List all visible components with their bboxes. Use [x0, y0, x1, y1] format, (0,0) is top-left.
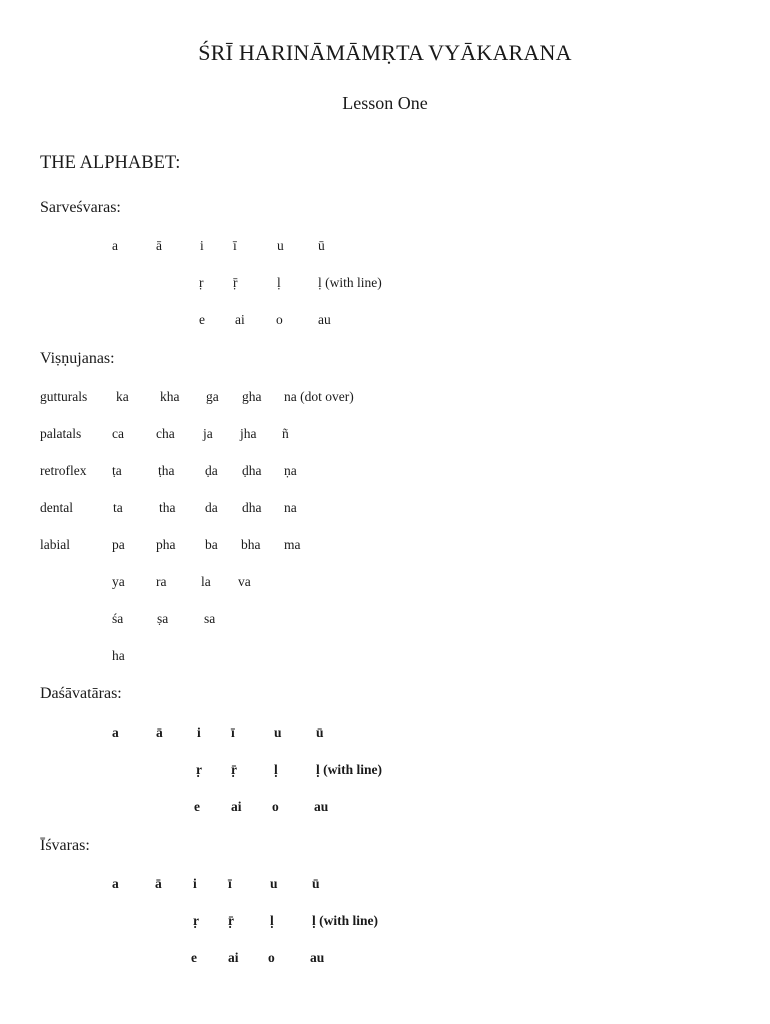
consonant-letter: bha [241, 537, 261, 552]
sarvesvaras-letter: i [200, 238, 204, 253]
consonant-letter: ra [156, 574, 167, 589]
consonant-letter: ñ [282, 426, 289, 441]
consonant-letter: ḍa [205, 463, 218, 478]
consonant-letter: śa [112, 611, 124, 626]
consonant-letter: cha [156, 426, 175, 441]
isvaras-letter: au [310, 950, 325, 965]
consonant-letter: na [284, 500, 297, 515]
dasavataras-letter: ḷ (with line) [316, 762, 382, 777]
sarvesvaras-heading: Sarveśvaras: [40, 199, 121, 216]
isvaras-letter: ā [155, 876, 162, 891]
consonant-group-label: palatals [40, 426, 82, 441]
isvaras-letter: ṛ [193, 913, 199, 928]
consonant-letter: pha [156, 537, 176, 552]
sarvesvaras-letter: o [276, 312, 283, 327]
section-title: THE ALPHABET: [40, 153, 181, 173]
consonant-letter: ṭa [112, 463, 122, 478]
sarvesvaras-letter: ai [235, 312, 245, 327]
isvaras-letter: e [191, 950, 197, 965]
consonant-letter: na (dot over) [284, 389, 354, 404]
consonant-letter: kha [160, 389, 180, 404]
consonant-letter: ha [112, 648, 125, 663]
consonant-letter: sa [204, 611, 216, 626]
sarvesvaras-letter: ā [156, 238, 162, 253]
sarvesvaras-letter: ī [233, 238, 237, 253]
dasavataras-letter: ī [231, 725, 235, 740]
consonant-letter: ga [206, 389, 219, 404]
consonant-group-label: dental [40, 500, 73, 515]
dasavataras-letter: e [194, 799, 200, 814]
dasavataras-letter: o [272, 799, 279, 814]
page-title: ŚRĪ HARINĀMĀMṚTA VYĀKARANA [198, 40, 572, 65]
consonant-letter: da [205, 500, 218, 515]
dasavataras-letter: u [274, 725, 282, 740]
isvaras-letter: ū [312, 876, 320, 891]
isvaras-letter: ī [228, 876, 232, 891]
consonant-letter: tha [159, 500, 176, 515]
dasavataras-letter: ā [156, 725, 163, 740]
isvaras-letter: ai [228, 950, 239, 965]
dasavataras-letter: ḷ [274, 762, 278, 777]
consonant-group-label: labial [40, 537, 70, 552]
isvaras-heading: Īśvaras: [40, 837, 90, 854]
dasavataras-letter: i [197, 725, 201, 740]
sarvesvaras-letter: ṝ [233, 275, 238, 290]
isvaras-letter: ḷ (with line) [312, 913, 378, 928]
consonant-letter: la [201, 574, 211, 589]
isvaras-letter: u [270, 876, 278, 891]
dasavataras-letter: ū [316, 725, 324, 740]
consonant-letter: jha [240, 426, 257, 441]
consonant-letter: ṇa [284, 463, 297, 478]
isvaras-letter: i [193, 876, 197, 891]
dasavataras-letter: ṛ [196, 762, 202, 777]
isvaras-letter: ṝ [228, 913, 234, 928]
sarvesvaras-letter: ṛ [199, 275, 204, 290]
sarvesvaras-letter: e [199, 312, 205, 327]
isvaras-letter: a [112, 876, 119, 891]
sarvesvaras-letter: ḷ [277, 275, 281, 290]
sarvesvaras-letter: ū [318, 238, 325, 253]
dasavataras-letter: au [314, 799, 329, 814]
visnujanas-heading: Viṣṇujanas: [40, 350, 115, 367]
sarvesvaras-letter: u [277, 238, 284, 253]
lesson-subtitle: Lesson One [342, 93, 428, 113]
consonant-letter: ba [205, 537, 218, 552]
consonant-group-label: retroflex [40, 463, 87, 478]
consonant-letter: ta [113, 500, 123, 515]
consonant-letter: gha [242, 389, 262, 404]
dasavataras-letter: a [112, 725, 119, 740]
consonant-letter: ca [112, 426, 124, 441]
consonant-letter: ma [284, 537, 301, 552]
consonant-letter: ya [112, 574, 125, 589]
isvaras-letter: ḷ [270, 913, 274, 928]
consonant-letter: ṭha [158, 463, 175, 478]
sarvesvaras-letter: a [112, 238, 118, 253]
consonant-letter: ka [116, 389, 129, 404]
consonant-letter: dha [242, 500, 262, 515]
consonant-letter: ḍha [242, 463, 262, 478]
consonant-letter: pa [112, 537, 125, 552]
consonant-group-label: gutturals [40, 389, 88, 404]
dasavataras-heading: Daśāvatāras: [40, 685, 122, 702]
consonant-letter: ja [203, 426, 213, 441]
dasavataras-letter: ṝ [231, 762, 237, 777]
sarvesvaras-letter: au [318, 312, 331, 327]
sarvesvaras-letter: ḷ (with line) [318, 275, 382, 290]
consonant-letter: ṣa [157, 611, 169, 626]
isvaras-letter: o [268, 950, 275, 965]
consonant-letter: va [238, 574, 251, 589]
dasavataras-letter: ai [231, 799, 242, 814]
